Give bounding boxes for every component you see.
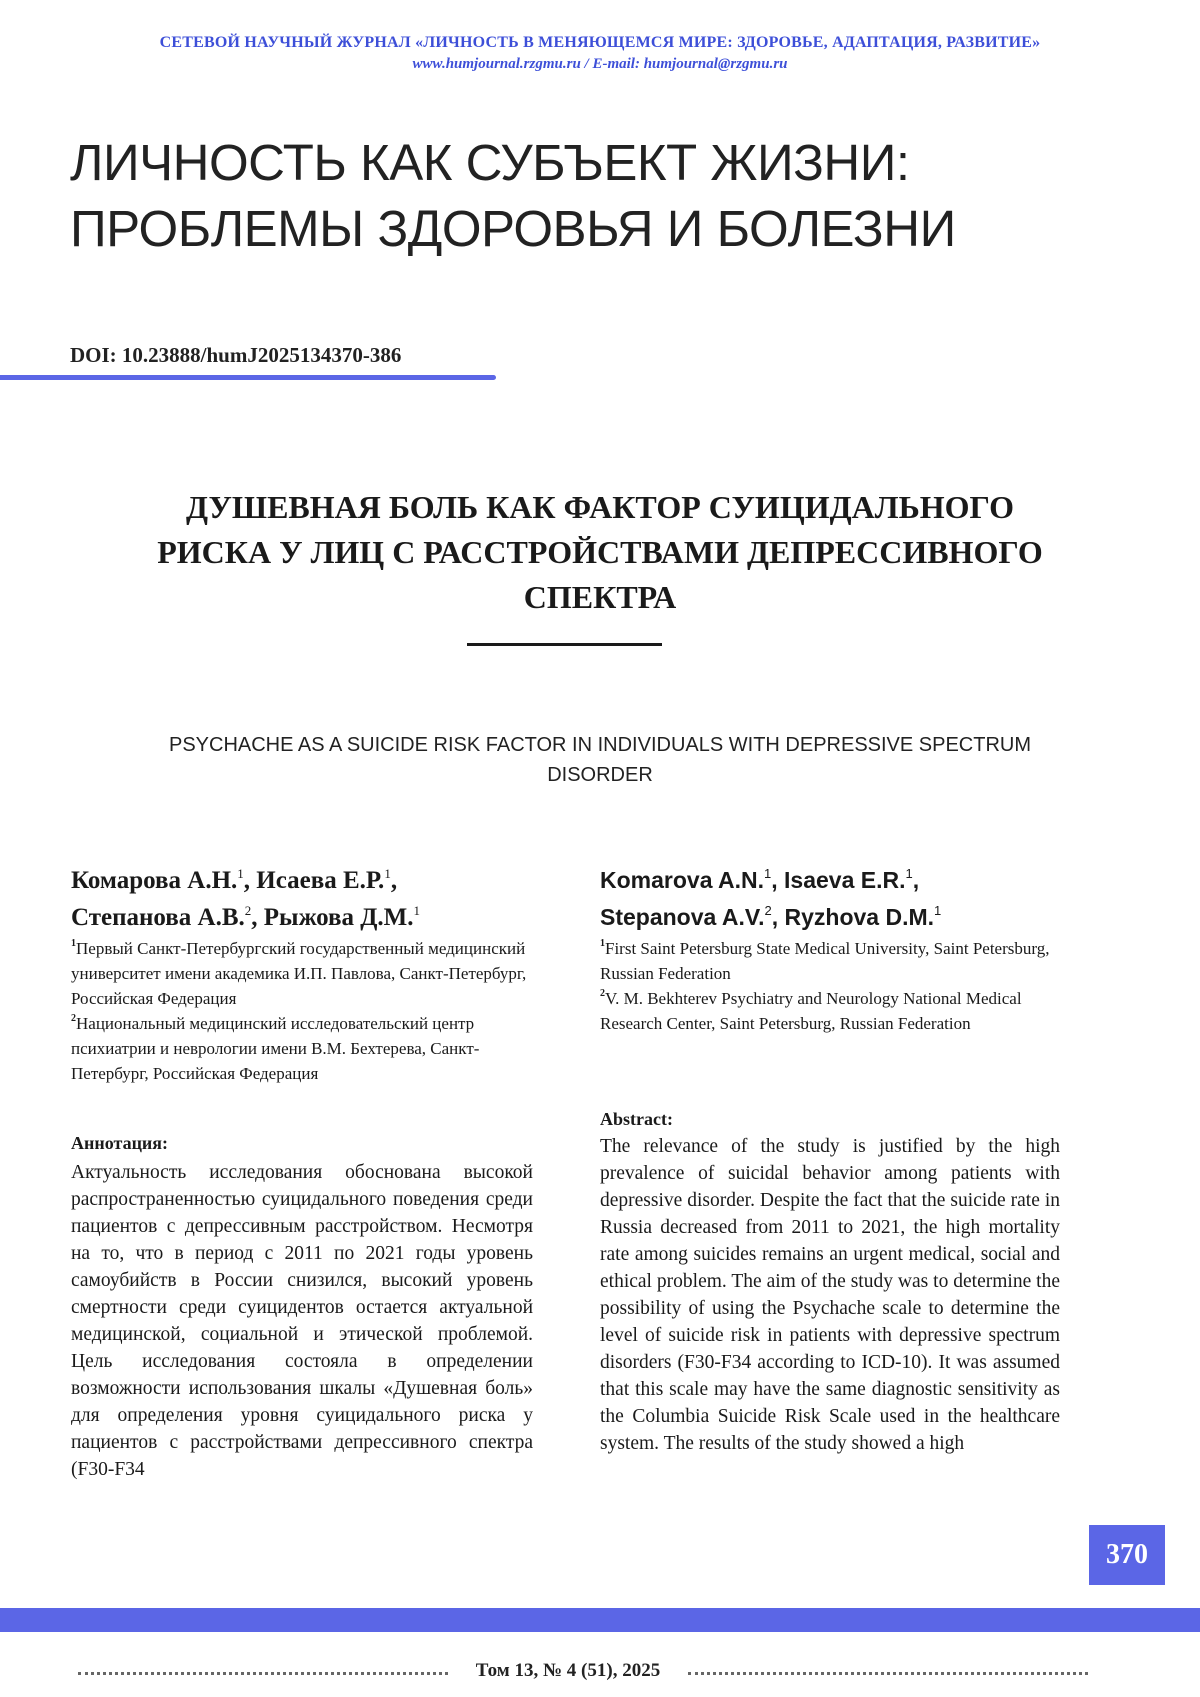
- journal-name: СЕТЕВОЙ НАУЧНЫЙ ЖУРНАЛ «ЛИЧНОСТЬ В МЕНЯЮЩЕМСЯ МИРЕ: ЗДОРОВЬЕ, АДАПТАЦИЯ, РАЗВИТИЕ»: [159, 34, 1041, 51]
- author-separator: ,: [771, 904, 785, 930]
- author-affiliation-mark: 1: [384, 866, 391, 881]
- affiliation-number: 2: [600, 988, 605, 999]
- affiliation-number: 1: [71, 938, 76, 949]
- author-separator: ,: [912, 867, 920, 893]
- affiliation-text: Национальный медицинский исследовательский центр психиатрии и неврологии имени В.М. Бехтерева, Санкт-Петербург, Российская Федерация: [71, 1014, 480, 1083]
- author-name: Комарова А.Н.: [71, 867, 238, 894]
- affiliation-item: [600, 936, 1060, 986]
- section-title-line-1: ЛИЧНОСТЬ КАК СУБЪЕКТ ЖИЗНИ:: [70, 134, 910, 191]
- affiliation-item: [71, 936, 533, 1011]
- authors-ru: [71, 862, 533, 936]
- journal-contacts[interactable]: www.humjournal.rzgmu.ru / E-mail: humjournal@rzgmu.ru: [412, 56, 788, 72]
- author-affiliation-mark: 1: [413, 903, 421, 918]
- article-title-ru-line-1: ДУШЕВНАЯ БОЛЬ КАК ФАКТОР СУИЦИДАЛЬНОГО: [186, 489, 1014, 525]
- abstract-heading-ru: Аннотация:: [71, 1133, 169, 1153]
- author-name: Isaeva E.R.: [784, 867, 906, 893]
- author-affiliation-mark: 1: [934, 903, 942, 918]
- affiliations-ru: [71, 936, 533, 1086]
- footer-dotted-rule-left: [78, 1672, 448, 1675]
- page-number: 370: [1106, 1539, 1148, 1570]
- abstract-text-ru: Актуальность исследования обоснована высокой распространенностью суицидального поведения среди пациентов с депрессивным расстройством. Несмотря на то, что в период с 2011 по 2021 годы уровень самоубийств в России снизился, высокий уровень смертности среди суицидентов остается актуальной медицинской, социальной и этической проблемой. Цель исследования состояла в определении возможности использования шкалы «Душевная боль» для определения уровня суицидального риска у пациентов с расстройствами депрессивного спектра (F30-F34: [71, 1162, 533, 1480]
- affiliation-text: Первый Санкт-Петербургский государственный медицинский университет имени академика И.П. Павлова, Санкт-Петербург, Российская Федерация: [71, 939, 527, 1008]
- affiliation-item: [71, 1011, 533, 1086]
- abstract-text-en: The relevance of the study is justified by the high prevalence of suicidal behavior among patients with depressive disorder. Despite the fact that the suicide rate in Russia decreased from 2011 to 2021, the high mortality rate among suicides remains an urgent medical, social and ethical problem. The aim of the study was to determine the possibility of using the Psychache scale to determine the level of suicide risk in patients with depressive spectrum disorders (F30-F34 according to ICD-10). It was assumed that this scale may have the same diagnostic sensitivity as the Columbia Suicide Risk Scale used in the healthcare system. The results of the study showed a high: [600, 1136, 1060, 1454]
- article-title-ru: [90, 485, 1110, 620]
- article-title-en-line-2: DISORDER: [547, 764, 653, 786]
- author-name: Komarova A.N.: [600, 867, 765, 893]
- author-name: Степанова А.В.: [71, 904, 245, 931]
- doi[interactable]: DOI: 10.23888/humJ2025134370-386: [70, 343, 402, 367]
- footer-dotted-rule-right: [688, 1672, 1088, 1675]
- affiliation-item: [600, 986, 1060, 1036]
- authors-ru-line-2: [71, 899, 533, 936]
- author-name: Stepanova A.V.: [600, 904, 765, 930]
- article-title-en: [70, 730, 1130, 790]
- section-title-line-2: ПРОБЛЕМЫ ЗДОРОВЬЯ И БОЛЕЗНИ: [70, 200, 956, 257]
- author-name: Ryzhova D.M.: [784, 904, 935, 930]
- footer-issue-info: Том 13, № 4 (51), 2025: [475, 1660, 661, 1681]
- affiliation-number: 1: [600, 938, 605, 949]
- doi-underline: [0, 375, 496, 380]
- affiliations-en: [600, 936, 1060, 1036]
- page-number-badge: [1089, 1525, 1165, 1585]
- author-affiliation-mark: 1: [237, 866, 244, 881]
- author-name: Рыжова Д.М.: [263, 904, 414, 931]
- author-separator: ,: [771, 867, 785, 893]
- author-affiliation-mark: 1: [905, 866, 913, 881]
- bottom-accent-band: [0, 1608, 1200, 1632]
- affiliation-text: First Saint Petersburg State Medical University, Saint Petersburg, Russian Federation: [600, 939, 1050, 983]
- authors-en: [600, 862, 1060, 936]
- author-affiliation-mark: 1: [764, 866, 772, 881]
- authors-en-line-1: [600, 862, 1060, 899]
- section-title: [70, 130, 1120, 262]
- abstract-heading-en: Abstract:: [600, 1109, 673, 1129]
- affiliation-number: 2: [71, 1013, 76, 1024]
- authors-ru-line-1: [71, 862, 533, 899]
- author-affiliation-mark: 2: [244, 903, 252, 918]
- article-title-ru-line-2: РИСКА У ЛИЦ С РАССТРОЙСТВАМИ ДЕПРЕССИВНОГО: [157, 534, 1043, 570]
- author-separator: ,: [243, 867, 257, 894]
- article-title-en-line-1: PSYCHACHE AS A SUICIDE RISK FACTOR IN INDIVIDUALS WITH DEPRESSIVE SPECTRUM: [168, 734, 1032, 756]
- article-title-ru-line-3: СПЕКТРА: [523, 579, 677, 615]
- author-affiliation-mark: 2: [764, 903, 772, 918]
- author-separator: ,: [390, 867, 398, 894]
- title-divider: [467, 643, 662, 646]
- author-separator: ,: [251, 904, 264, 931]
- affiliation-text: V. M. Bekhterev Psychiatry and Neurology National Medical Research Center, Saint Petersburg, Russian Federation: [600, 989, 1022, 1033]
- authors-en-line-2: [600, 899, 1060, 936]
- author-name: Исаева Е.Р.: [256, 867, 385, 894]
